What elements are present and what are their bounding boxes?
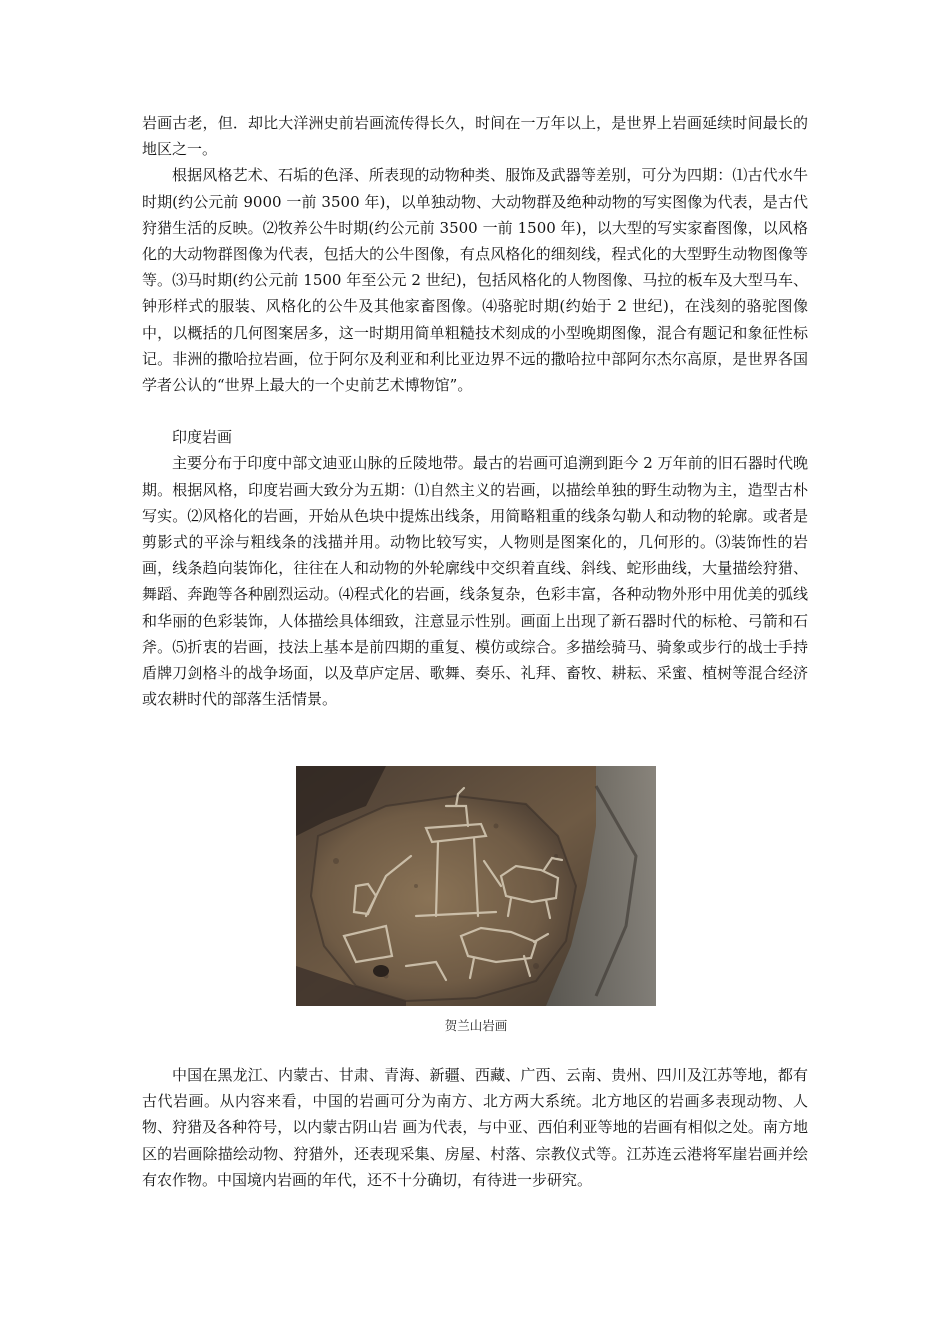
- section-heading-india: 印度岩画: [172, 428, 233, 447]
- china-section: [142, 1062, 808, 1193]
- paragraph-china: 中国在黑龙江、内蒙古、甘肃、青海、新疆、西藏、广西、云南、贵州、四川及江苏等地，都有古代岩画。从内容来看，中国的岩画可分为南方、北方两大系统。北方地区的岩画多表现动物、人物、狩猎及各种符号，以内蒙古阴山岩 画为代表，与中亚、西伯利亚等地的岩画有相似之处。南方地区的岩画除描绘动物、狩猎外，还表现采集、房屋、村落、宗教仪式等。江苏连云港将军崖岩画并绘有农作物。中国境内岩画的年代，还不十分确切，有待进一步研究。: [142, 1066, 808, 1189]
- paragraph-india: 主要分布于印度中部文迪亚山脉的丘陵地带。最古的岩画可追溯到距今 2 万年前的旧石器时代晚期。根据风格，印度岩画大致分为五期：⑴自然主义的岩画，以描绘单独的野生动物为主，造型古朴写实。⑵风格化的岩画，开始从色块中提炼出线条，用简略粗重的线条勾勒人和动物的轮廓。或者是剪影式的平涂与粗线条的浅描并用。动物比较写实，人物则是图案化的，几何形的。⑶装饰性的岩画，线条趋向装饰化，往往在人和动物的外轮廓线中交织着直线、斜线、蛇形曲线，大量描绘狩猎、舞蹈、奔跑等各种剧烈运动。⑷程式化的岩画，线条复杂，色彩丰富，各种动物外形中用优美的弧线和华丽的色彩装饰，人体描绘具体细致，注意显示性别。画面上出现了新石器时代的标枪、弓箭和石斧。⑸折衷的岩画，技法上基本是前四期的重复、模仿或综合。多描绘骑马、骑象或步行的战士手持盾牌刀剑格斗的战争场面，以及草庐定居、歌舞、奏乐、礼拜、畜牧、耕耘、采蜜、植树等混合经济或农耕时代的部落生活情景。: [142, 454, 808, 709]
- figure-caption: 贺兰山岩画: [444, 1018, 508, 1033]
- paragraph-africa-periods: 根据风格艺术、石垢的色泽、所表现的动物种类、服饰及武器等差别，可分为四期：⑴古代水牛时期(约公元前 9000 一前 3500 年)，以单独动物、大动物群及绝种动物的写实图像为代表，是古代狩猎生活的反映。⑵牧养公牛时期(约公元前 3500 一前 1500 年)，以大型的写实家畜图像，以风格化的大动物群图像为代表，包括大的公牛图像，有点风格化的细刻线，程式化的大型野生动物图像等等。⑶马时期(约公元前 1500 年至公元 2 世纪)，包括风格化的人物图像、马拉的板车及大型马车、钟形样式的服装、风格化的公牛及其他家畜图像。⑷骆驼时期(约始于 2 世纪)，在浅刻的骆驼图像中，以概括的几何图案居多，这一时期用简单粗糙技术刻成的小型晚期图像，混合有题记和象征性标记。非洲的撒哈拉岩画，位于阿尔及利亚和利比亚边界不远的撒哈拉中部阿尔杰尔高原，是世界各国学者公认的“世界上最大的一个史前艺术博物馆”。: [142, 166, 808, 395]
- document-body: [142, 110, 808, 712]
- paragraph-spacer: [142, 398, 808, 424]
- paragraph-continuation: 岩画古老，但．却比大洋洲史前岩画流传得长久，时间在一万年以上，是世界上岩画延续时间最长的地区之一。: [142, 114, 808, 159]
- rock-art-photo: [296, 766, 656, 1006]
- rock-art-image: [296, 766, 656, 1006]
